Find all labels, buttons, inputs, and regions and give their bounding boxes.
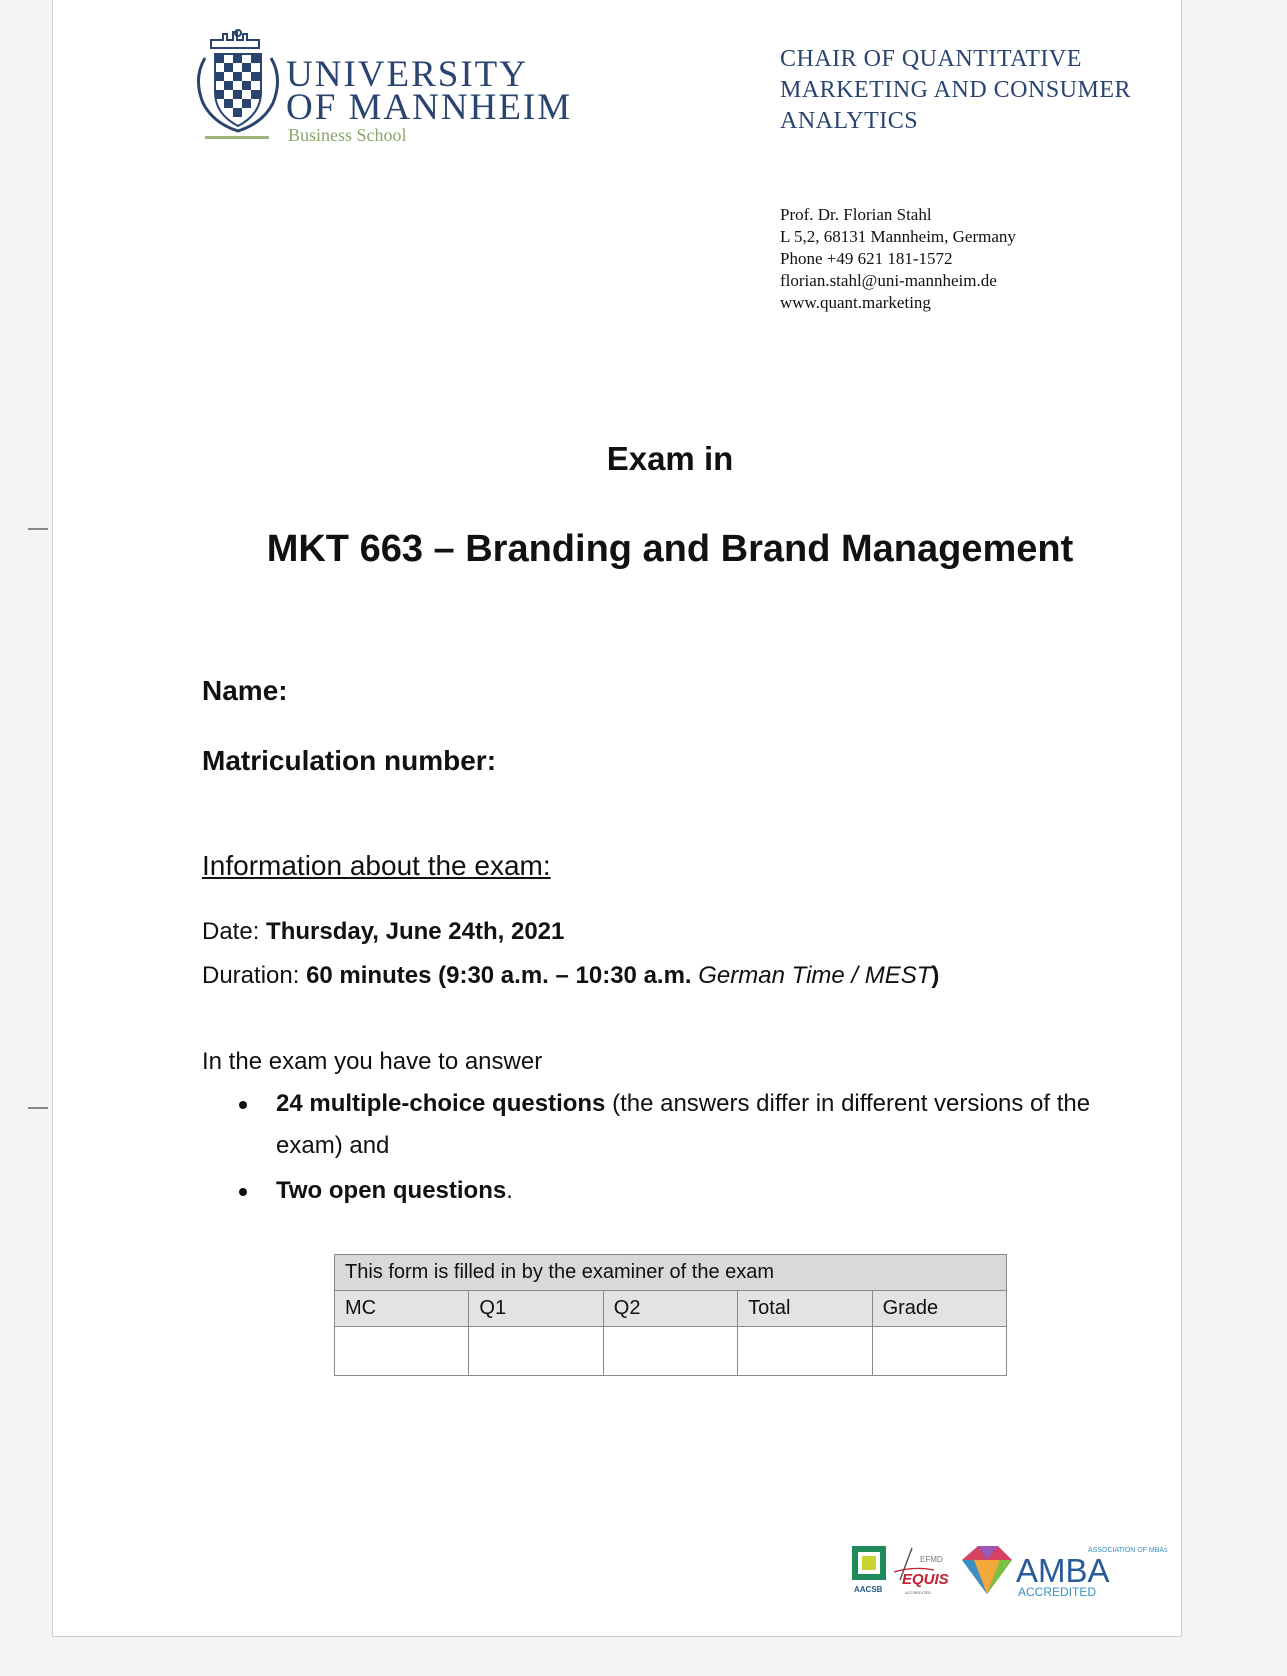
form-cell-total[interactable] (738, 1327, 872, 1376)
duration-timezone: German Time / MEST (698, 962, 932, 989)
amba-accredited-label: ACCREDITED (1018, 1585, 1097, 1599)
bullet-dot (239, 1188, 247, 1196)
chair-title-line: MARKETING AND CONSUMER (780, 77, 1132, 103)
amba-label: AMBA (1016, 1552, 1110, 1589)
form-cell-grade[interactable] (872, 1327, 1006, 1376)
amba-gem-icon (962, 1546, 1012, 1594)
bullet-open-rest: . (506, 1177, 513, 1204)
date-value: Thursday, June 24th, 2021 (266, 918, 565, 945)
bullet-mc-rest: (the answers differ in different versions of the exam) and (276, 1090, 1091, 1159)
course-title: MKT 663 – Branding and Brand Management (266, 528, 1074, 570)
amba-association-label: ASSOCIATION OF MBAs (1088, 1547, 1168, 1554)
bullet-mc-bold: 24 multiple-choice questions (276, 1090, 606, 1117)
form-cell-q2[interactable] (603, 1327, 737, 1376)
form-col-q2: Q2 (603, 1291, 737, 1327)
date-line (202, 918, 564, 946)
bullet-open-questions (276, 1170, 1136, 1212)
document-page (52, 0, 1182, 1637)
exam-heading: Exam in (606, 440, 734, 477)
info-heading: Information about the exam: (202, 850, 551, 881)
chair-title-line: ANALYTICS (780, 108, 919, 134)
chair-title (780, 44, 1131, 137)
aacsb-logo (852, 1546, 886, 1594)
duration-line (202, 962, 939, 990)
university-name-line1: UNIVERSITY (286, 54, 528, 95)
equis-label: EQUIS (902, 1571, 949, 1588)
university-logo (191, 28, 591, 148)
amba-logo (1016, 1547, 1168, 1599)
form-col-mc: MC (335, 1291, 469, 1327)
bullet-open-bold: Two open questions (276, 1177, 507, 1204)
form-col-total: Total (738, 1291, 872, 1327)
contact-address: L 5,2, 68131 Mannheim, Germany (780, 227, 1016, 246)
margin-mark (28, 528, 48, 530)
duration-close: ) (931, 962, 940, 989)
contact-name: Prof. Dr. Florian Stahl (780, 205, 932, 224)
efmd-label: EFMD (920, 1555, 943, 1564)
form-cell-mc[interactable] (335, 1327, 469, 1376)
contact-email[interactable]: florian.stahl@uni-mannheim.de (780, 271, 997, 290)
form-cell-q1[interactable] (469, 1327, 603, 1376)
equis-sub-label: ACCREDITED (905, 1590, 932, 1595)
bullet-dot (239, 1101, 247, 1109)
form-col-q1: Q1 (469, 1291, 603, 1327)
margin-mark (28, 1107, 48, 1109)
logo-underline (205, 136, 269, 139)
aacsb-label: AACSB (854, 1585, 883, 1594)
examiner-form-table (334, 1254, 1007, 1376)
bullet-mc-questions (276, 1083, 1136, 1167)
form-header-row (335, 1291, 1007, 1327)
duration-value: 60 minutes (9:30 a.m. – 10:30 a.m. (306, 962, 699, 989)
exam-intro: In the exam you have to answer (202, 1048, 543, 1075)
contact-website[interactable]: www.quant.marketing (780, 293, 931, 312)
form-entry-row (335, 1327, 1007, 1376)
chair-title-line: CHAIR OF QUANTITATIVE (780, 46, 1082, 72)
contact-block (780, 204, 1016, 314)
form-col-grade: Grade (872, 1291, 1006, 1327)
business-school-label: Business School (288, 125, 407, 145)
equis-logo (894, 1548, 949, 1595)
form-caption: This form is filled in by the examiner of the exam (335, 1255, 1007, 1291)
university-name-line2: OF MANNHEIM (286, 87, 573, 128)
accreditation-logos (850, 1542, 1168, 1600)
date-label: Date: (202, 918, 267, 945)
university-crest-icon (191, 28, 285, 144)
form-caption-row (335, 1255, 1007, 1291)
matriculation-label: Matriculation number: (202, 745, 497, 776)
duration-label: Duration: (202, 962, 307, 989)
name-label: Name: (202, 675, 288, 706)
contact-phone: Phone +49 621 181-1572 (780, 249, 953, 268)
